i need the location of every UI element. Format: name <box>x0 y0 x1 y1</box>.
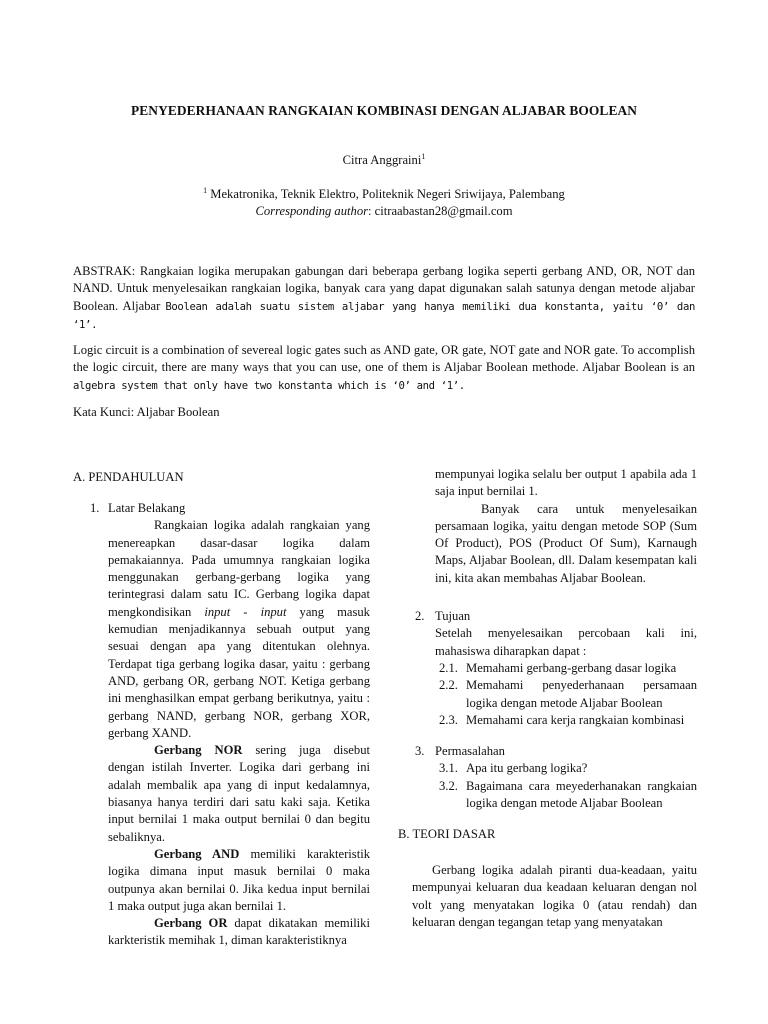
subsection-tujuan <box>415 608 697 625</box>
list-item-number: 2.1. <box>439 660 458 675</box>
abstract-english <box>73 342 695 395</box>
abstract-en-paragraph <box>73 342 695 395</box>
list-item <box>435 677 697 712</box>
abstract-en-text: Logic circuit is a combination of severeal logic gates such as AND gate, OR gate, NOT gate and NOR gate. To accomplish the logic circuit, there are many ways that you can use, one of them is Aljabar Boolean methode. Aljabar Boolean is an <box>73 343 695 375</box>
affiliation-superscript: 1 <box>203 186 208 195</box>
list-item <box>435 778 697 813</box>
permasalahan-body <box>415 760 697 812</box>
abstract-indonesian <box>73 263 695 334</box>
abstract-id-text: ABSTRAK: Rangkaian logika merupakan gabungan dari beberapa gerbang logika seperti gerbang AND, OR, NOT dan NAND. Untuk menyelesaikan rangkaian logika, banyak cara yang dapat digunakan salah satunya dengan metode aljabar Boolean. Aljabar <box>73 264 695 313</box>
latar-belakang-body <box>90 517 370 949</box>
section-b-heading: B. TEORI DASAR <box>398 827 496 841</box>
paragraph-rangkaian-logika <box>108 517 370 742</box>
paragraph-text: memiliki karakteristik logika dimana input masuk bernilai 0 maka outpunya akan bernilai 0. Jika kedua input bernilai 1 maka output juga akan bernilai 1. <box>108 846 370 913</box>
affiliation-line <box>0 186 768 203</box>
teori-dasar-body <box>412 862 697 931</box>
paragraph-text: sering juga disebut dengan istilah Inverter. Logika dari gerbang ini adalah membalik apa yang di input kedalamnya, biasanya hanya terdiri dari satu kaki saja. Ketika input bernilai 1 maka output bernilai 0 dan begitu sebaliknya. <box>108 743 370 844</box>
list-item-text: Memahami cara kerja rangkaian kombinasi <box>466 712 685 727</box>
keywords: Kata Kunci: Aljabar Boolean <box>73 405 220 419</box>
paragraph-metode: Banyak cara untuk menyelesaikan persamaan logika, yaitu dengan metode SOP (Sum Of Product), POS (Product Of Sum), Karnaugh Maps, Aljabar Boolean, dll. Dalam kesempatan kali ini, kita akan membahas Aljabar Boolean. <box>435 501 697 585</box>
right-column <box>415 466 697 812</box>
paragraph-gerbang-or <box>108 915 370 950</box>
author-name: Citra Anggraini <box>342 153 422 167</box>
paragraph-gerbang-nor <box>108 742 370 846</box>
tujuan-list <box>435 660 697 729</box>
left-column <box>90 500 370 950</box>
list-item-text: Memahami gerbang-gerbang dasar logika <box>466 660 677 675</box>
subsection-number: 1. <box>90 501 100 515</box>
list-item <box>435 760 697 777</box>
paragraph-text: yang masuk kemudian menjadikannya sebuah output yang sesuai dengan apa yang ditentukan olehnya. Terdapat tiga gerbang logika dasar, yaitu : gerbang AND, gerbang OR, gerbang NOT. Ketiga gerbang ini menghasilkan empat gerbang berikutnya, yaitu : gerbang NAND, gerbang NOR, gerbang XOR, gerbang XAND. <box>108 604 370 740</box>
abstract-id-tail: Boolean adalah suatu sistem aljabar yang hanya memiliki dua konstanta, yaitu ‘0’ dan ‘1’. <box>73 300 696 331</box>
corresponding-email: : citraabastan28@gmail.com <box>368 204 513 219</box>
tujuan-intro: Setelah menyelesaikan percobaan kali ini, mahasiswa diharapkan dapat : <box>435 626 697 658</box>
paragraph-bold: Gerbang NOR <box>154 743 243 758</box>
list-item-text: Bagaimana cara meyederhanakan rangkaian logika dengan metode Aljabar Boolean <box>466 778 697 811</box>
paragraph-bold: Gerbang AND <box>154 846 240 861</box>
author-line <box>0 152 768 169</box>
subsection-title: Permasalahan <box>435 744 505 759</box>
subsection-permasalahan <box>415 743 697 760</box>
section-a-heading: A. PENDAHULUAN <box>73 470 184 484</box>
tujuan-body <box>415 625 697 729</box>
list-item-number: 2.3. <box>439 712 458 727</box>
paragraph-italic: input - input <box>204 604 287 619</box>
paper-title: PENYEDERHANAAN RANGKAIAN KOMBINASI DENGAN ALJABAR BOOLEAN <box>130 103 638 118</box>
corresponding-label: Corresponding author <box>255 204 369 219</box>
paragraph-continuation: mempunyai logika selalu ber output 1 apabila ada 1 saja input bernilai 1. <box>435 467 697 499</box>
subsection-number: 3. <box>415 744 425 759</box>
subsection-number: 2. <box>415 609 425 624</box>
list-item-number: 3.2. <box>439 778 458 793</box>
list-item <box>435 712 697 729</box>
affiliation-block <box>0 186 768 221</box>
paragraph-bold: Gerbang OR <box>154 916 228 931</box>
list-item-text: Apa itu gerbang logika? <box>466 761 588 776</box>
subsection-title: Tujuan <box>435 609 471 624</box>
paragraph-gerbang-and <box>108 846 370 915</box>
list-item-text: Memahami penyederhanaan persamaan logika dengan metode Aljabar Boolean <box>466 678 697 710</box>
abstract-id-paragraph <box>73 263 695 334</box>
subsection-title: Latar Belakang <box>108 501 186 515</box>
paragraph-teori-dasar: Gerbang logika adalah piranti dua-keadaan, yaitu mempunyai keluaran dua keadaan keluaran dengan nol volt yang menyatakan logika 0 (atau rendah) dan keluaran dengan tegangan tetap yang menyatakan <box>412 863 697 929</box>
permasalahan-list <box>435 760 697 812</box>
author-superscript: 1 <box>421 152 426 161</box>
abstract-en-tail: algebra system that only have two konstanta which is ‘0’ and ‘1’. <box>73 379 465 392</box>
corresponding-line <box>0 203 768 220</box>
paragraph-text: Rangkaian logika adalah rangkaian yang menereapkan dasar-dasar logika dalam pemakaiannya. Pada umumnya rangkaian logika menggunakan gerbang-gerbang logika yang terintegrasi dalam satu IC. Gerbang logika dapat mengkondisikan <box>108 518 370 619</box>
subsection-latar-belakang <box>90 500 370 517</box>
latar-belakang-continued <box>415 466 697 587</box>
list-item-number: 2.2. <box>439 678 458 693</box>
list-item-number: 3.1. <box>439 761 458 776</box>
affiliation-text: Mekatronika, Teknik Elektro, Politeknik Negeri Sriwijaya, Palembang <box>207 187 565 201</box>
paragraph-text: dapat dikatakan memiliki karkteristik memihak 1, diman karakteristiknya <box>108 916 370 948</box>
list-item <box>435 660 697 677</box>
